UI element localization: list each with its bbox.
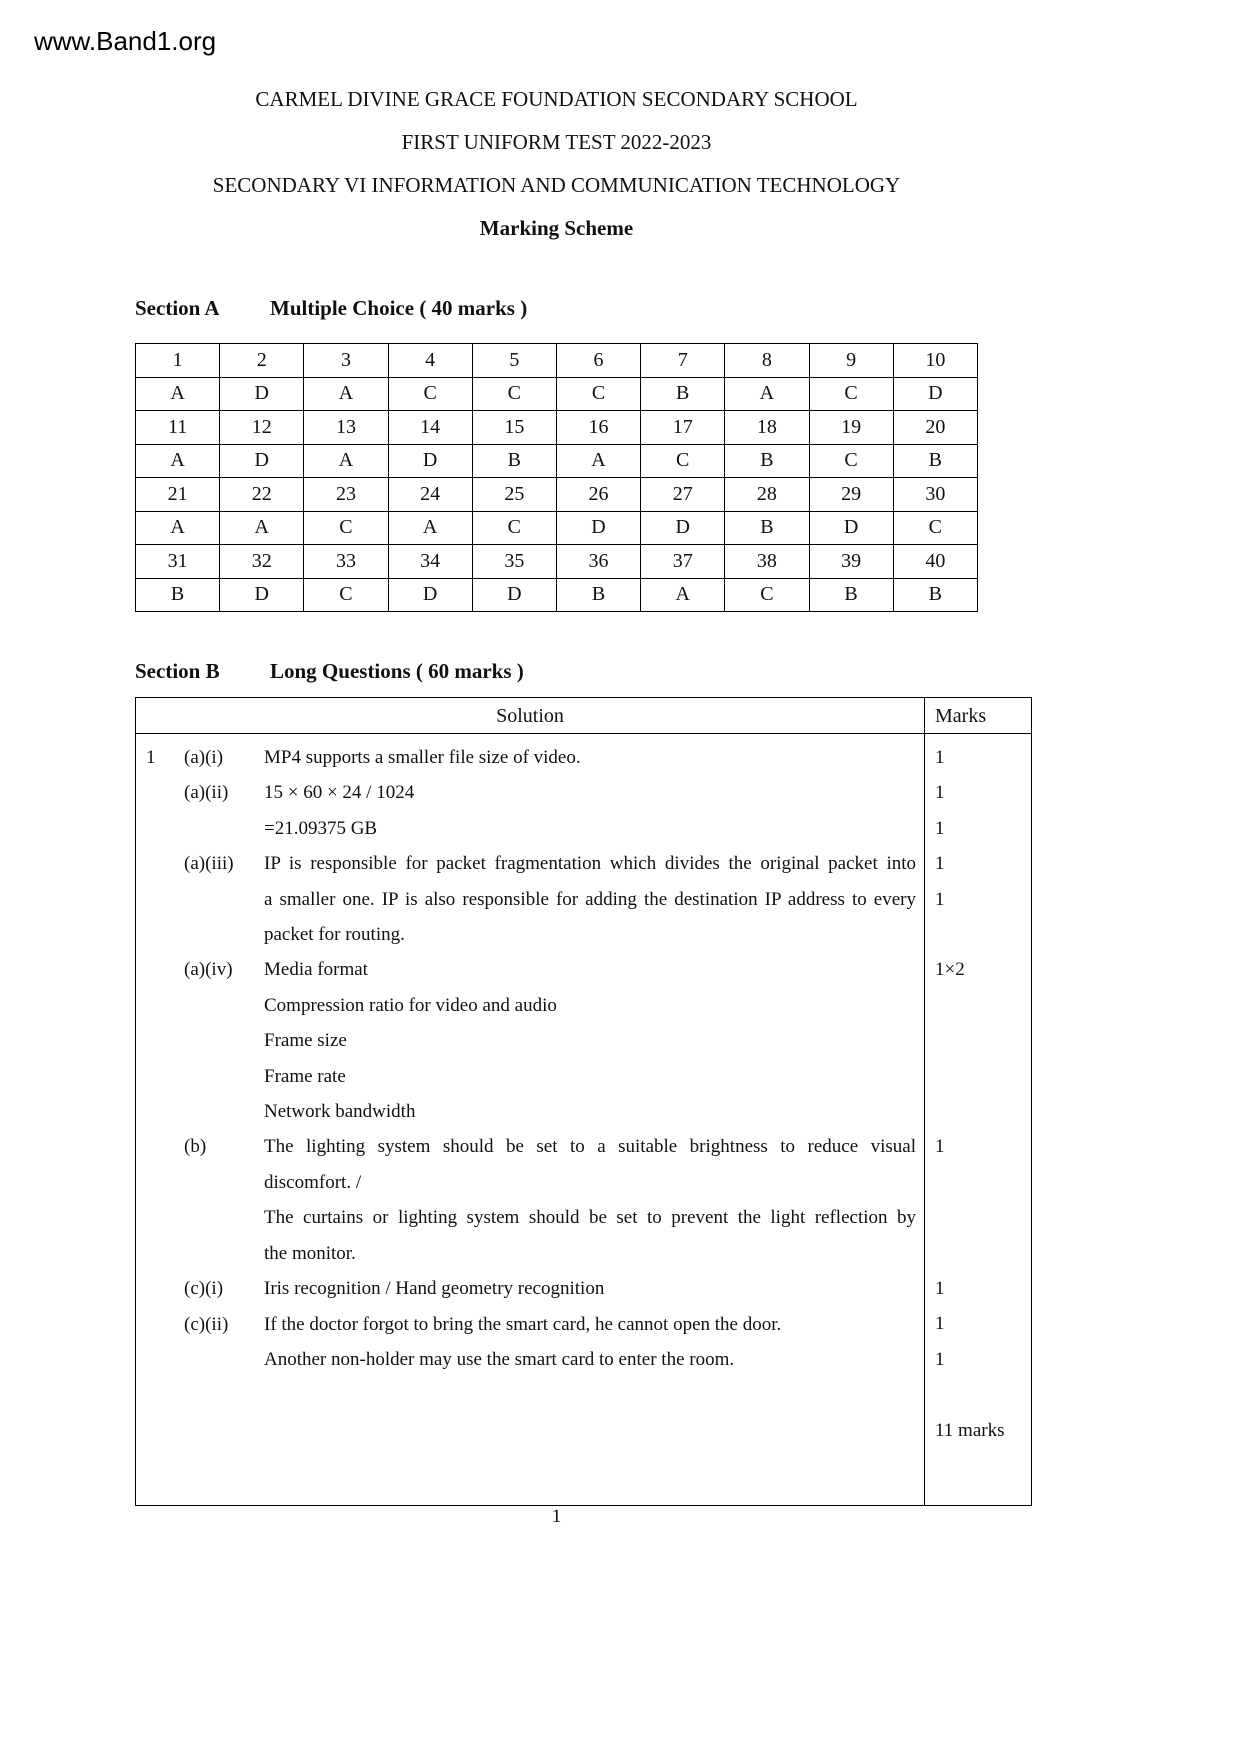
solution-text: Network bandwidth [264,1101,416,1123]
mc-table-cell: A [641,578,725,612]
question-number [136,1059,184,1094]
solution-text: the monitor. [264,1242,356,1264]
mc-table-cell: 25 [472,478,556,512]
solution-line [136,1377,924,1412]
solution-line [136,1342,924,1377]
marks-value: 1 [935,782,945,804]
question-part-label [184,1413,264,1448]
mc-table-cell: D [472,578,556,612]
mc-table-cell: 10 [893,344,977,378]
solution-text: Frame rate [264,1065,346,1087]
mc-table-cell: A [556,444,640,478]
solution-line [136,1165,924,1200]
solution-text: discomfort. / [264,1171,362,1193]
question-number: 1 [146,747,156,768]
question-part-label [184,1236,264,1271]
question-part-label [184,882,264,917]
question-part-label [184,1200,264,1235]
mc-table-cell: 18 [725,411,809,445]
mc-table-cell: 35 [472,545,556,579]
solution-text: Media format [264,959,368,981]
mc-table-cell: 12 [220,411,304,445]
mc-table-cell: A [136,511,220,545]
question-part-label: (c)(i) [184,1278,224,1300]
question-number [136,1129,184,1164]
question-number [136,1342,184,1377]
mc-table-cell: C [388,377,472,411]
question-number [136,1023,184,1058]
mc-table-row [136,545,978,579]
solution-line [136,988,924,1023]
mc-table-cell: 33 [304,545,388,579]
marks-value: 1 [935,1348,945,1370]
mc-table-cell: 37 [641,545,725,579]
marks-value [925,917,1031,952]
document-header [135,78,978,250]
question-number [136,1377,184,1412]
question-part-label: (a)(ii) [184,782,229,804]
mc-table-row [136,511,978,545]
mc-table-row [136,344,978,378]
mc-table-row [136,377,978,411]
mc-table-cell: B [472,444,556,478]
question-part-label [184,988,264,1023]
solution-line [136,1094,924,1129]
question-number [136,811,184,846]
section-a-heading [135,296,527,321]
mc-table-cell: B [725,444,809,478]
question-part-label: (a)(iii) [184,853,234,875]
solution-line [136,1129,924,1164]
solution-text [264,1377,924,1412]
section-b-subtitle: Long Questions ( 60 marks ) [270,659,524,683]
mc-table-cell: 32 [220,545,304,579]
long-question-table [135,697,1032,1506]
solution-text [264,1413,924,1448]
mc-table-cell: 28 [725,478,809,512]
marks-value: 1 [935,747,945,768]
long-question-table-header [136,698,1031,734]
mc-table-cell: B [725,511,809,545]
marks-value [925,1059,1031,1094]
mc-table-cell: 24 [388,478,472,512]
mc-table-cell: C [304,511,388,545]
section-a-label: Section A [135,296,220,320]
question-number [136,988,184,1023]
marks-value [925,988,1031,1023]
question-part-label [184,1342,264,1377]
question-part-label [184,1165,264,1200]
solution-text: The lighting system should be set to a suitable brightness to reduce visual [264,1136,916,1158]
mc-table-cell: D [893,377,977,411]
mc-table-cell: C [893,511,977,545]
solution-text: 15 × 60 × 24 / 1024 [264,782,415,804]
question-number [136,775,184,810]
mc-table-cell: 29 [809,478,893,512]
mc-table-cell: A [136,444,220,478]
mc-table-cell: 22 [220,478,304,512]
site-watermark: www.Band1.org [34,26,217,56]
mc-table-cell: 21 [136,478,220,512]
solution-line [136,811,924,846]
question-number [136,1307,184,1342]
mc-table-cell: 34 [388,545,472,579]
mc-table-cell: D [388,578,472,612]
solution-text: packet for routing. [264,924,405,946]
long-question-table-body [136,734,1031,1505]
marks-value: 1 [935,1277,945,1299]
mc-table-cell: A [388,511,472,545]
mc-table-cell: D [556,511,640,545]
solution-column-header: Solution [496,705,564,727]
question-part-label [184,1059,264,1094]
mc-table-cell: 27 [641,478,725,512]
mc-table-cell: 23 [304,478,388,512]
question-part-label: (a)(i) [184,747,224,768]
question-part-label [184,811,264,846]
question-number [136,1165,184,1200]
section-b-heading [135,659,524,684]
question-number [136,1236,184,1271]
mc-table-cell: B [809,578,893,612]
question-number [136,952,184,987]
solution-text: Frame size [264,1030,347,1052]
mc-table-cell: C [556,377,640,411]
solution-line [136,1023,924,1058]
mc-table-cell: C [809,444,893,478]
question-part-label [184,1377,264,1412]
mc-table-cell: 6 [556,344,640,378]
mc-table-cell: 39 [809,545,893,579]
mc-table-cell: C [472,511,556,545]
marks-value [925,1377,1031,1412]
marks-value [925,1094,1031,1129]
mc-table-cell: B [893,444,977,478]
question-part-label [184,917,264,952]
mc-table-cell: 8 [725,344,809,378]
solution-line [136,1200,924,1235]
question-part-label [184,1094,264,1129]
mc-table-cell: 9 [809,344,893,378]
mc-table-cell: 36 [556,545,640,579]
solution-line [136,1236,924,1271]
solution-line [136,1307,924,1342]
question-number [136,917,184,952]
solution-line [136,1271,924,1306]
question-number [136,1200,184,1235]
mc-answer-table [135,343,978,612]
mc-table-cell: C [641,444,725,478]
mc-table-cell: 2 [220,344,304,378]
mc-table-cell: D [220,578,304,612]
mc-table-cell: 40 [893,545,977,579]
question-number [136,846,184,881]
section-b-label: Section B [135,659,220,683]
mc-table-cell: 17 [641,411,725,445]
question-number [136,882,184,917]
mc-table-cell: 4 [388,344,472,378]
solution-line [136,917,924,952]
solution-line [136,740,924,775]
solution-text: The curtains or lighting system should be set to prevent the light reflection by [264,1207,916,1229]
solution-line [136,846,924,881]
question-number [136,1094,184,1129]
marks-value: 1 [935,817,945,839]
mc-table-cell: 20 [893,411,977,445]
question-number [136,1413,184,1448]
question-part-label [184,1023,264,1058]
solution-text: IP is responsible for packet fragmentation which divides the original packet into [264,853,916,875]
mc-table-cell: D [388,444,472,478]
solution-line [136,775,924,810]
marks-value [925,1200,1031,1235]
mc-table-cell: 13 [304,411,388,445]
mc-table-cell: B [893,578,977,612]
mc-table-cell: 14 [388,411,472,445]
mc-table-cell: C [809,377,893,411]
solution-text: a smaller one. IP is also responsible for adding the destination IP address to every [264,888,916,910]
mc-table-cell: 31 [136,545,220,579]
mc-table-cell: D [220,444,304,478]
solution-line [136,1059,924,1094]
solution-text: =21.09375 GB [264,817,378,839]
solution-text: MP4 supports a smaller file size of video. [264,747,581,768]
solution-line [136,882,924,917]
solution-line [136,952,924,987]
test-title: FIRST UNIFORM TEST 2022-2023 [401,130,712,154]
mc-table-row [136,478,978,512]
marks-column-header: Marks [924,698,1031,733]
marks-value: 1×2 [935,959,965,981]
mc-table-cell: A [304,444,388,478]
marks-column [924,734,1031,1505]
mc-table-cell: B [641,377,725,411]
question-number [136,1271,184,1306]
page-number: 1 [551,1506,562,1527]
solution-line [136,1413,924,1448]
mc-table-cell: 26 [556,478,640,512]
mc-table-cell: 38 [725,545,809,579]
mc-table-cell: A [725,377,809,411]
mc-table-cell: C [472,377,556,411]
mc-table-cell: 15 [472,411,556,445]
mc-table-cell: B [136,578,220,612]
mc-table-cell: D [641,511,725,545]
mc-table-cell: 30 [893,478,977,512]
solution-text: Compression ratio for video and audio [264,994,557,1016]
marks-value: 1 [935,1313,945,1335]
solution-column [136,734,924,1505]
mc-table-cell: 11 [136,411,220,445]
mc-table-cell: B [556,578,640,612]
marks-value [925,1165,1031,1200]
solution-text: Iris recognition / Hand geometry recognition [264,1278,605,1300]
question-part-label: (b) [184,1136,207,1158]
mc-table-cell: D [809,511,893,545]
mc-table-cell: 16 [556,411,640,445]
mc-table-cell: C [304,578,388,612]
mc-table-cell: C [725,578,809,612]
doc-type-title: Marking Scheme [479,216,634,240]
mc-table-cell: 3 [304,344,388,378]
solution-text: If the doctor forgot to bring the smart card, he cannot open the door. [264,1313,782,1335]
mc-table-cell: D [220,377,304,411]
mc-table-cell: A [304,377,388,411]
mc-table-row [136,444,978,478]
marks-value: 11 marks [935,1419,1005,1441]
section-a-subtitle: Multiple Choice ( 40 marks ) [270,296,528,320]
marks-value: 1 [935,853,945,875]
subject-title: SECONDARY VI INFORMATION AND COMMUNICATION TECHNOLOGY [212,173,901,197]
mc-table-row [136,411,978,445]
school-name: CARMEL DIVINE GRACE FOUNDATION SECONDARY SCHOOL [255,87,858,111]
mc-table-cell: 1 [136,344,220,378]
question-part-label: (a)(iv) [184,959,233,981]
mc-table-cell: 19 [809,411,893,445]
mc-table-row [136,578,978,612]
marks-value: 1 [935,1136,945,1158]
mc-table-cell: 7 [641,344,725,378]
question-part-label: (c)(ii) [184,1313,229,1335]
mc-table-cell: A [220,511,304,545]
mc-table-cell: 5 [472,344,556,378]
marks-value [925,1023,1031,1058]
marks-value: 1 [935,888,945,910]
solution-text: Another non-holder may use the smart card to enter the room. [264,1348,735,1370]
marks-value [925,1236,1031,1271]
mc-table-cell: A [136,377,220,411]
